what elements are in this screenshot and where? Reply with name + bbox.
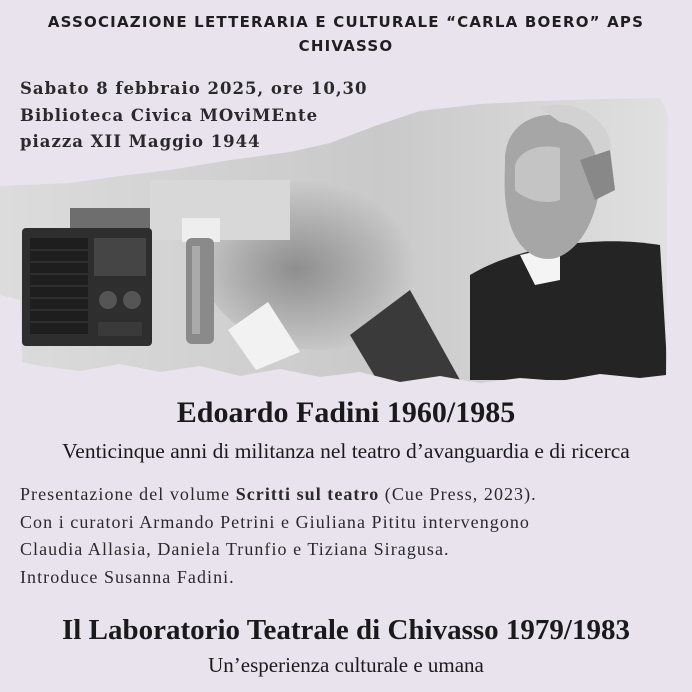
second-title: Il Laboratorio Teatrale di Chivasso 1979/1983 [62, 614, 630, 646]
presentation-line-2: Con i curatori Armando Petrini e Giuliana Pititu intervengono [20, 511, 530, 532]
event-venue: Biblioteca Civica MOviMEnte [20, 105, 319, 125]
event-date-time: Sabato 8 febbraio 2025, ore 10,30 [20, 79, 368, 98]
book-title: Scritti sul teatro [235, 484, 380, 504]
organization-city: CHIVASSO [298, 37, 394, 55]
presentation-line-4: Introduce Susanna Fadini. [20, 566, 235, 587]
presentation-text [20, 481, 680, 591]
book-publisher: (Cue Press, 2023). [379, 484, 537, 504]
event-details [20, 76, 368, 156]
event-address: piazza XII Maggio 1944 [20, 132, 261, 151]
second-subtitle: Un’esperienza culturale e umana [208, 653, 484, 677]
presentation-intro: Presentazione del volume [20, 484, 236, 504]
presentation-line-3: Claudia Allasia, Daniela Trunfio e Tiziana Siragusa. [20, 539, 450, 559]
event-subtitle: Venticinque anni di militanza nel teatro d’avanguardia e di ricerca [62, 439, 630, 463]
presentation-line-1 [20, 481, 680, 509]
event-title: Edoardo Fadini 1960/1985 [176, 396, 516, 429]
organization-name: ASSOCIAZIONE LETTERARIA E CULTURALE “CARLA BOERO” APS [47, 13, 645, 31]
